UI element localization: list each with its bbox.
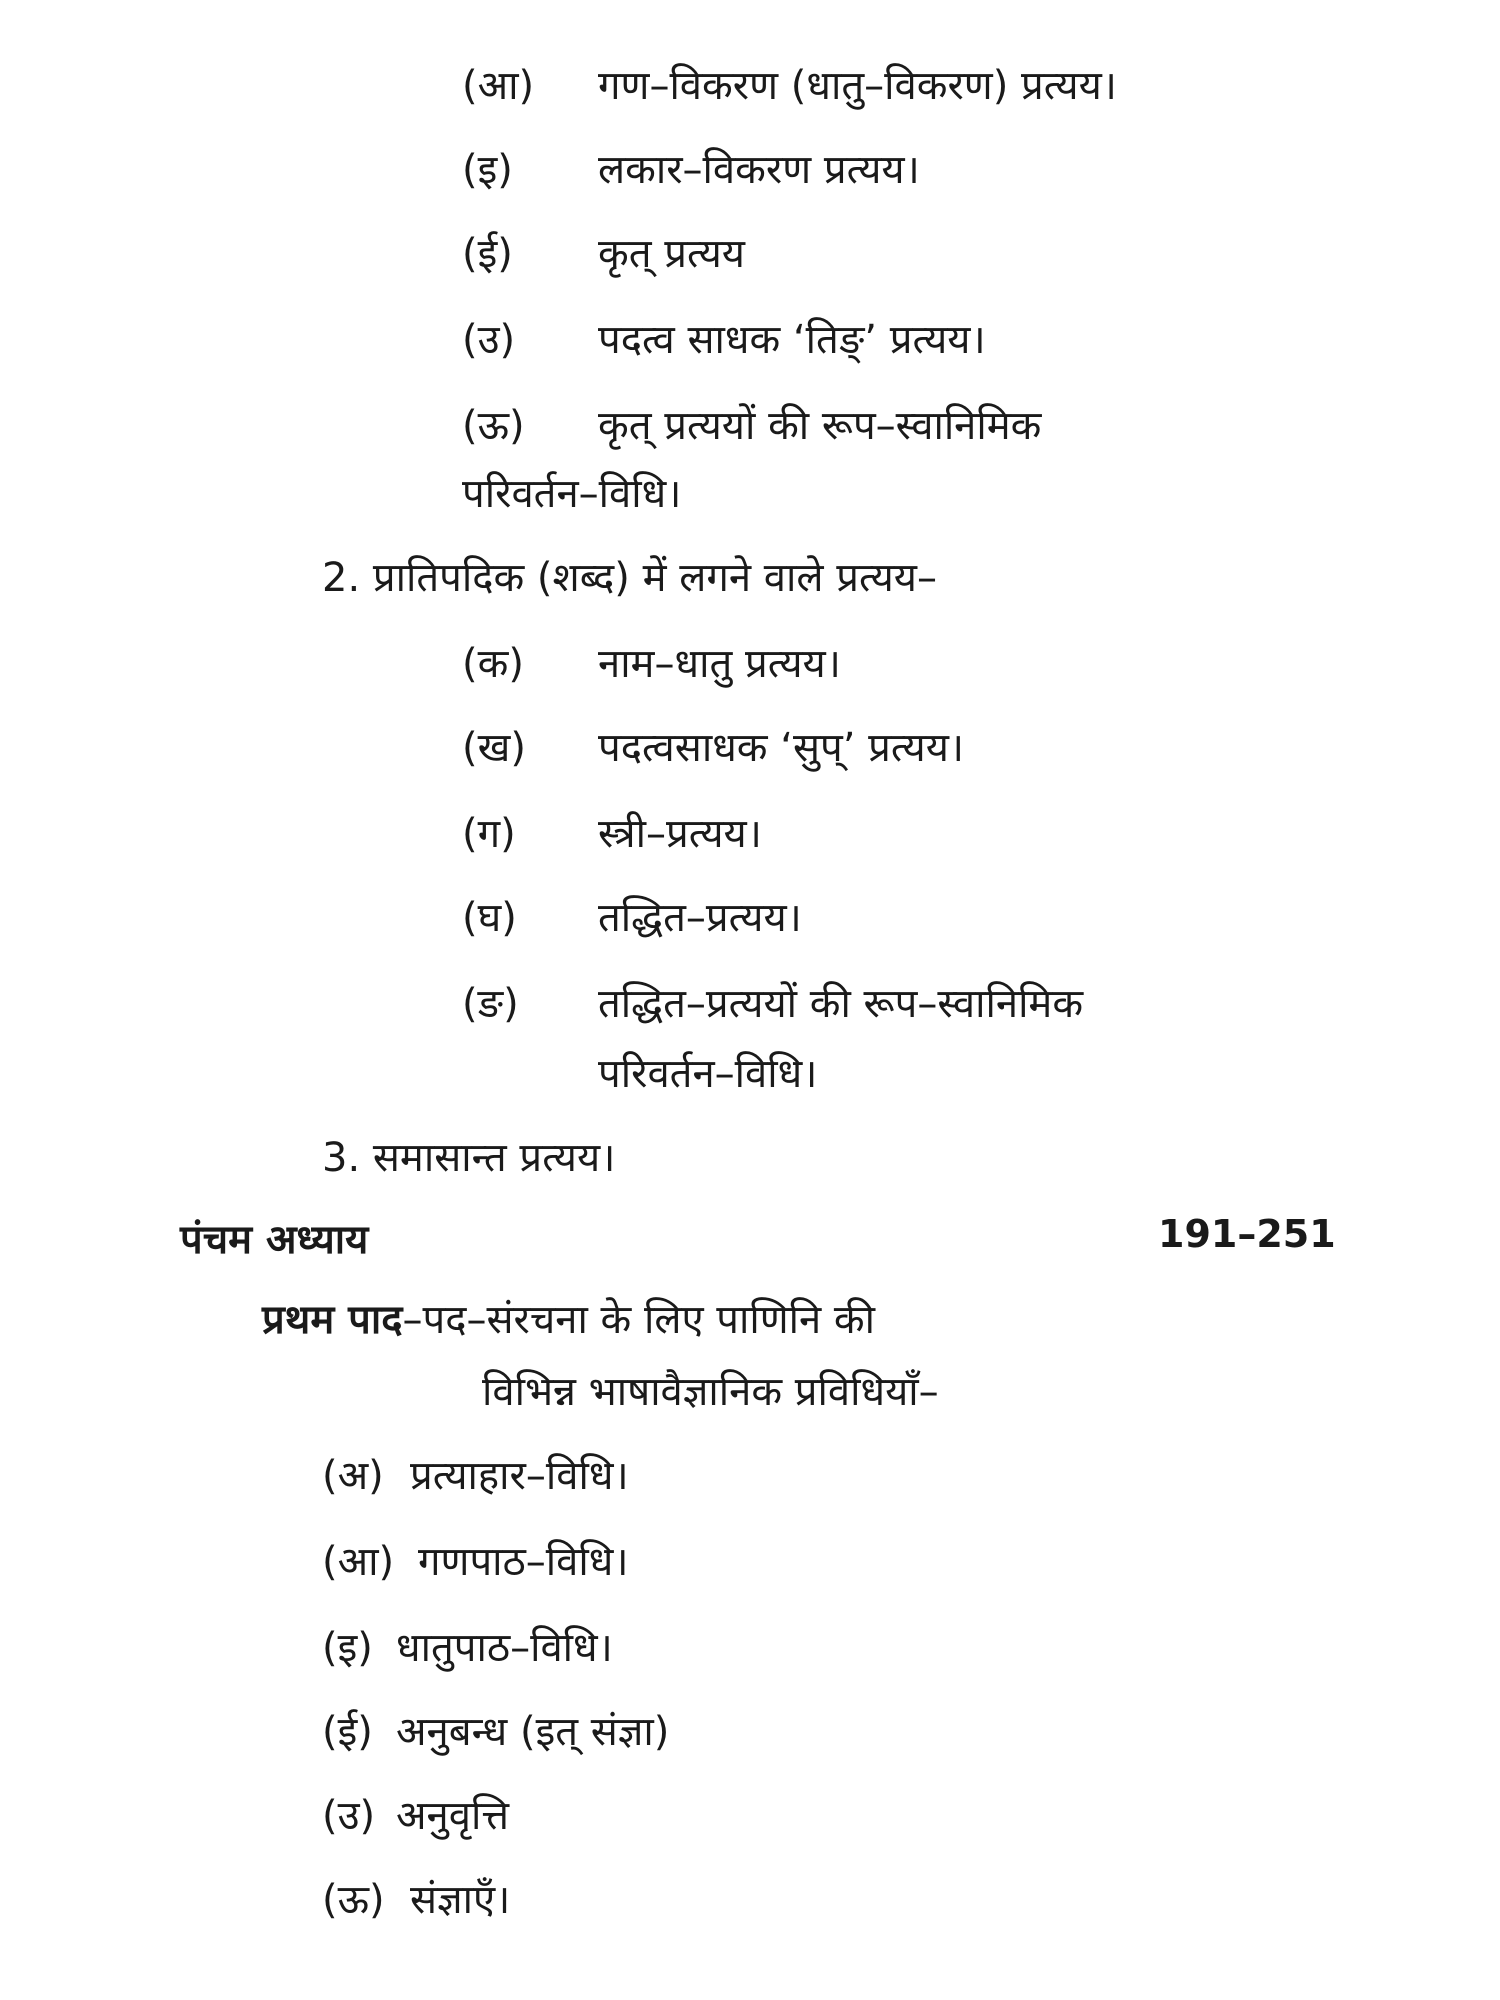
list-item: कृत् प्रत्ययों की रूप–स्वानिमिक (598, 403, 1042, 449)
list-marker: (आ) (322, 1539, 395, 1585)
list-marker: (उ) (462, 317, 516, 363)
list-item: नाम–धातु प्रत्यय। (598, 641, 841, 687)
chapter-page-range: 191–251 (1158, 1212, 1336, 1256)
pada-text: –पद–संरचना के लिए पाणिनि की (402, 1297, 875, 1343)
pada-heading (262, 1292, 875, 1348)
list-marker: (क) (462, 641, 524, 687)
list-item: तद्धित–प्रत्ययों की रूप–स्वानिमिक (598, 981, 1084, 1027)
list-item: तद्धित–प्रत्यय। (598, 895, 802, 941)
list-item: लकार–विकरण प्रत्यय। (598, 147, 920, 193)
list-item-continuation: परिवर्तन–विधि। (598, 1051, 818, 1097)
list-item: संज्ञाएँ। (410, 1877, 511, 1923)
list-marker: (ई) (462, 231, 513, 277)
list-marker: (इ) (322, 1625, 373, 1671)
list-item: धातुपाठ–विधि। (396, 1625, 613, 1671)
section-heading: 2. प्रातिपदिक (शब्द) में लगने वाले प्रत्यय– (322, 555, 937, 601)
list-marker: (अ) (322, 1453, 384, 1499)
list-marker: (ई) (322, 1709, 373, 1755)
list-marker: (आ) (462, 63, 535, 109)
list-marker: (ऊ) (462, 403, 525, 449)
list-marker: (इ) (462, 147, 513, 193)
pada-label: प्रथम पाद (262, 1297, 403, 1343)
list-marker: (ख) (462, 725, 526, 771)
list-item: गण–विकरण (धातु–विकरण) प्रत्यय। (598, 63, 1117, 109)
pada-text-line2: विभिन्न भाषावैज्ञानिक प्रविधियाँ– (482, 1369, 939, 1415)
list-marker: (ऊ) (322, 1877, 385, 1923)
list-marker: (ङ) (462, 981, 519, 1027)
list-marker: (उ) (322, 1793, 376, 1839)
list-item: प्रत्याहार–विधि। (410, 1453, 629, 1499)
list-item: अनुवृत्ति (396, 1793, 509, 1839)
list-marker: (घ) (462, 895, 517, 941)
list-marker: (ग) (462, 811, 516, 857)
section-heading: 3. समासान्त प्रत्यय। (322, 1135, 616, 1181)
list-item: पदत्व साधक ‘तिङ्’ प्रत्यय। (598, 317, 986, 363)
list-item: अनुबन्ध (इत् संज्ञा) (396, 1709, 670, 1755)
list-item: गणपाठ–विधि। (418, 1539, 629, 1585)
list-item: स्त्री–प्रत्यय। (598, 811, 762, 857)
list-item: कृत् प्रत्यय (598, 231, 745, 277)
list-item: पदत्वसाधक ‘सुप्’ प्रत्यय। (598, 725, 965, 771)
list-item-continuation: परिवर्तन–विधि। (462, 471, 682, 517)
chapter-title: पंचम अध्याय (180, 1217, 369, 1263)
